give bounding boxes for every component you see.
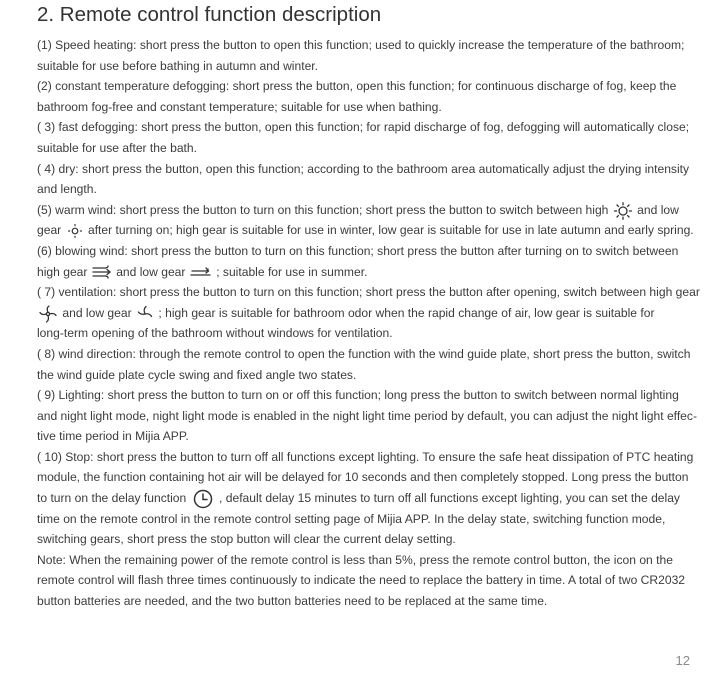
text-line: ( 7) ventilation: short press the button to turn on this function; short press the button after opening, switch between high gear — [37, 285, 700, 300]
text-line: (1) Speed heating: short press the button to open this function; used to quickly increase the temperature of the bathroom; — [37, 38, 685, 52]
page-number: 12 — [675, 653, 690, 668]
text-line: button batteries are needed, and the two button batteries need to be replaced at the same time. — [37, 594, 548, 609]
text-line — [37, 220, 697, 241]
text-line: module, the function containing hot air will be delayed for 10 seconds and then completely stopped. Long press the button — [37, 470, 689, 485]
text-segment: , default delay 15 minutes to turn off all functions except lighting, you can set the delay — [219, 491, 680, 506]
text-line: ( 9) Lighting: short press the button to turn on or off this function; long press the button to switch between normal lighting — [37, 388, 679, 403]
text-line: suitable for use after the bath. — [37, 140, 198, 155]
wind-strong-icon — [91, 264, 113, 280]
text-line: ( 4) dry: short press the button, open this function; according to the bathroom area automatically adjust the drying intensity — [37, 161, 690, 176]
fan-icon — [37, 305, 59, 323]
text-line: remote control will flash three times continuously to indicate the need to replace the battery in time. A total of two CR2032 — [37, 573, 686, 588]
text-line — [37, 488, 697, 509]
text-line — [37, 303, 697, 324]
clock-icon — [190, 489, 216, 509]
text-segment: gear — [37, 223, 62, 238]
text-segment: ; high gear is suitable for bathroom odor when the rapid change of air, low gear is suitable for — [158, 305, 655, 320]
text-line: the wind guide plate cycle swing and fixed angle two states. — [37, 367, 357, 382]
text-line — [37, 200, 697, 221]
text-line: and night light mode, night light mode is enabled in the night light time period by default, you can adjust the night light effec- — [37, 408, 697, 423]
text-segment: to turn on the delay function — [37, 491, 187, 506]
text-segment: (5) warm wind: short press the button to turn on this function; short press the button to switch between high — [37, 202, 609, 217]
text-segment: high gear — [37, 264, 88, 279]
text-line: (6) blowing wind: short press the button to turn on this function; short press the button after turning on to switch between — [37, 243, 679, 258]
text-line: switching gears, short press the stop button will clear the current delay setting. — [37, 532, 456, 547]
text-segment: ; suitable for use in summer. — [216, 264, 368, 279]
text-segment: and low gear — [62, 305, 132, 320]
text-line: Note: When the remaining power of the remote control is less than 5%, press the remote control button, the icon on the — [37, 552, 673, 567]
sun-small-icon — [65, 223, 85, 239]
text-line: suitable for use before bathing in autumn and winter. — [37, 58, 319, 73]
text-line — [37, 262, 697, 283]
fan-low-icon — [135, 305, 155, 323]
page-title: 2. Remote control function description — [37, 3, 382, 26]
text-segment: after turning on; high gear is suitable for use in winter, low gear is suitable for use in late autumn and early spring. — [87, 223, 694, 238]
text-line: ( 3) fast defogging: short press the button, open this function; for rapid discharge of fog, defogging will automatically close; — [37, 120, 690, 135]
text-line: ( 10) Stop: short press the button to turn off all functions except lighting. To ensure the safe heat dissipation of PTC heating — [37, 449, 694, 464]
text-segment: and low — [637, 202, 679, 217]
text-segment: and low gear — [116, 264, 186, 279]
text-line: long-term opening of the bathroom without windows for ventilation. — [37, 326, 393, 341]
text-line: (2) constant temperature defogging: short press the button, open this function; for continuous discharge of fog, keep the — [37, 79, 677, 94]
wind-weak-icon — [189, 264, 213, 280]
text-line: tive time period in Mijia APP. — [37, 429, 189, 444]
text-line: and length. — [37, 182, 97, 197]
text-line: ( 8) wind direction: through the remote control to open the function with the wind guide plate, short press the button, switch — [37, 346, 691, 361]
text-line: time on the remote control in the remote control setting page of Mijia APP. In the delay state, switching function mode, — [37, 511, 666, 526]
function-description — [37, 35, 700, 612]
text-line: bathroom fog-free and constant temperature; suitable for use when bathing. — [37, 99, 442, 114]
sun-large-icon — [612, 202, 634, 220]
